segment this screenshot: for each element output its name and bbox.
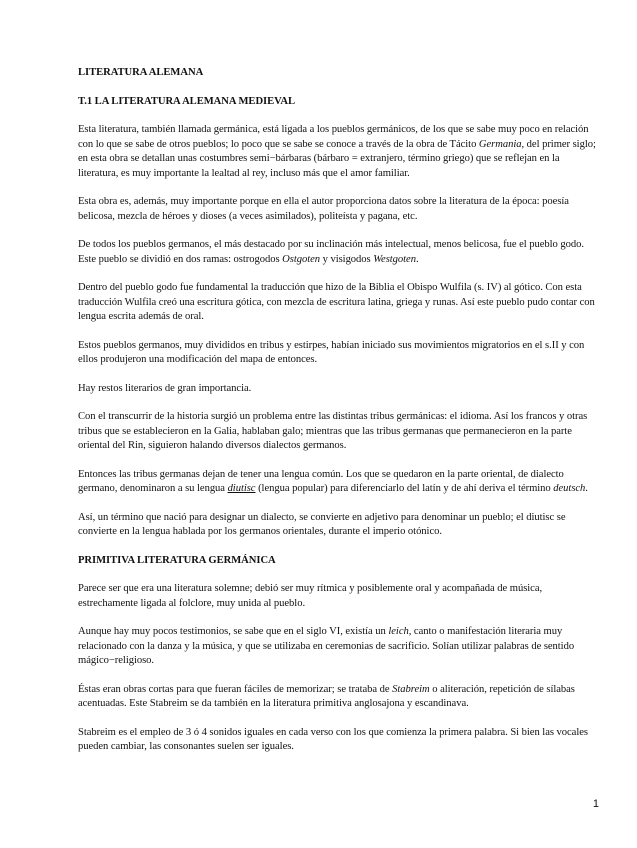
paragraph: Aunque hay muy pocos testimonios, se sabe que en el siglo VI, existía un leich, canto o manifestación literaria muy relacionado con la danza y la música, y que se utilizaba en ceremonias de sacrificio. Solían utilizar palabras de sentido mágico−religioso.: [78, 626, 575, 666]
italic-term: Germania: [478, 138, 522, 150]
page-number: 1: [592, 798, 599, 810]
paragraph: Parece ser que era una literatura solemne; debió ser muy rítmica y posiblemente oral y acompañada de música, estrechamente ligada al folclore, muy unida al pueblo.: [78, 583, 543, 609]
italic-term: deutsch: [553, 483, 586, 494]
paragraph: Dentro del pueblo godo fue fundamental la traducción que hizo de la Biblia el Obispo Wulfila (s. IV) al gótico. Con esta traducción Wulfila creó una escritura gótica, con mezcla de escritura latina, griega y runas. Así este pueblo pudo contar con lengua escrita además de oral.: [78, 282, 595, 322]
paragraph: Con el transcurrir de la historia surgió un problema entre las distintas tribus germánicas: el idioma. Así los francos y otras tribus que se establecieron en la Galia, hablaban galo; mientras que las tribus germanas que permanecieron en la parte oriental del Rin, siguieron halando diversos dialectos germanos.: [78, 411, 588, 451]
paragraph: Esta obra es, además, muy importante porque en ella el autor proporciona datos sobre la literatura de la época: poesía belicosa, mezcla de héroes y dioses (a veces asimilados), politeísta y pagana, etc.: [78, 196, 569, 222]
paragraph: Esta literatura, también llamada germánica, está ligada a los pueblos germánicos, de los que se sabe muy poco en relación con lo que se sabe de otros pueblos; lo poco que se sabe se conoce a través de la obra de Tácito Germania, del primer siglo; en esta obra se detallan unas costumbres semi−bárbaras (bárbaro = extranjero, término griego) que se reflejan en la literatura, es muy importante la lealtad al rey, incluso más que el amor familiar.: [78, 124, 596, 179]
paragraph: Stabreim es el empleo de 3 ó 4 sonidos iguales en cada verso con los que comienza la primera palabra. Si bien las vocales pueden cambiar, las consonantes suelen ser iguales.: [78, 726, 588, 752]
italic-term: diutisc: [227, 483, 256, 494]
paragraph: Hay restos literarios de gran importancia.: [78, 382, 252, 394]
italic-term: Ostgoten: [282, 253, 321, 265]
section-heading-medieval: T.1 LA LITERATURA ALEMANA MEDIEVAL: [78, 95, 295, 107]
paragraph: Éstas eran obras cortas para que fueran fáciles de memorizar; se trataba de Stabreim o aliteración, repetición de sílabas acentuadas. Este Stabreim se da también en la literatura primitiva anglosajona y escandinava.: [78, 683, 575, 709]
paragraph: Así, un término que nació para designar un dialecto, se convierte en adjetivo para denominar un pueblo; el diutisc se convierte en la lengua hablada por los germanos orientales, durante el imperio otónico.: [78, 511, 566, 537]
italic-term: Westgoten: [373, 253, 416, 265]
section-heading-primitive: PRIMITIVA LITERATURA GERMÁNICA: [78, 554, 276, 566]
italic-term: Stabreim: [392, 683, 430, 695]
paragraph: Entonces las tribus germanas dejan de tener una lengua común. Los que se quedaron en la parte oriental, de dialecto germano, denominaron a su lengua diutisc (lengua popular) para diferenciarlo del latín y de ahí deriva el término deutsch.: [78, 468, 588, 494]
document-page: [78, 66, 600, 755]
paragraph: De todos los pueblos germanos, el más destacado por su inclinación más intelectual, menos belicosa, fue el pueblo godo. Este pueblo se dividió en dos ramas: ostrogodos Ostgoten y visigodos Westgoten.: [78, 239, 584, 265]
italic-term: leich: [388, 626, 409, 637]
document-title: LITERATURA ALEMANA: [78, 67, 204, 78]
paragraph: Estos pueblos germanos, muy divididos en tribus y estirpes, habían iniciado sus movimientos migratorios en el s.II y con ellos produjeron una modificación del mapa de entonces.: [78, 339, 585, 365]
